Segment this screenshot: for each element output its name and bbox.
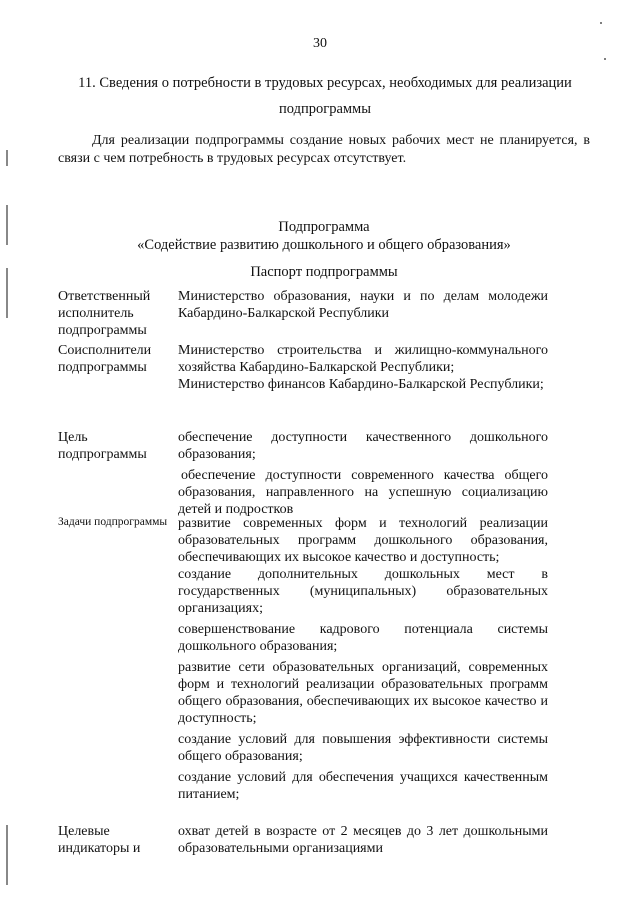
scan-margin-mark [6,205,8,245]
row-value [178,515,548,803]
row-value [178,288,548,322]
row-label: Соисполнители подпрограммы [58,343,152,375]
subprogram-heading [58,218,590,254]
row-value-item: совершенствование кадрового потенциала системы дошкольного образования; [178,622,548,654]
scan-margin-mark [6,825,8,885]
row-label: Задачи подпрограммы [58,516,168,528]
row-value-item: Министерство строительства и жилищно-коммунального хозяйства Кабардино-Балкарской Республики; [178,343,548,375]
row-value [178,429,548,518]
row-label: Ответственный исполнитель подпрограммы [58,289,151,338]
subprogram-name: «Содействие развитию дошкольного и общего образования» [137,237,511,253]
scan-dot [600,22,602,24]
row-value-item: Министерство финансов Кабардино-Балкарской Республики; [178,377,544,392]
passport-title: Паспорт подпрограммы [250,264,398,280]
row-value-item: охват детей в возрасте от 2 месяцев до 3 лет дошкольными образовательными организациями [178,824,548,856]
row-label: Цель подпрограммы [58,430,147,462]
row-value-item: развитие современных форм и технологий реализации образовательных программ дошкольного образования, обеспечивающих их высокое качество и доступность; [178,516,548,565]
intro-paragraph: Для реализации подпрограммы создание новых рабочих мест не планируется, в связи с чем потребность в трудовых ресурсах отсутствует. [58,133,590,166]
row-value-item: создание дополнительных дошкольных мест в государственных (муниципальных) образовательных организациях; [178,567,548,616]
section-heading: 11. Сведения о потребности в трудовых ресурсах, необходимых для реализации подпрограммы [78,75,572,117]
row-value-item: обеспечение доступности качественного дошкольного образования; [178,430,548,462]
page-number: 30 [313,36,327,51]
scan-margin-mark [6,150,8,166]
row-value-item: развитие сети образовательных организаций, современных форм и технологий реализации образовательных программ общего образования, обеспечивающих их высокое качество и доступность; [178,660,548,726]
row-value [178,823,548,857]
row-label: Целевые индикаторы и [58,824,141,856]
row-value [178,342,548,393]
row-value-item: создание условий для обеспечения учащихся качественным питанием; [178,770,548,802]
scan-margin-mark [6,268,8,318]
row-value-item: создание условий для повышения эффективности системы общего образования; [178,732,548,764]
row-value-item: обеспечение доступности современного качества общего образования, направленного на успешную социализацию детей и подростков [178,468,548,517]
scan-dot [604,58,606,60]
row-value-item: Министерство образования, науки и по делам молодежи Кабардино-Балкарской Республики [178,289,548,321]
subprogram-label: Подпрограмма [278,219,370,235]
